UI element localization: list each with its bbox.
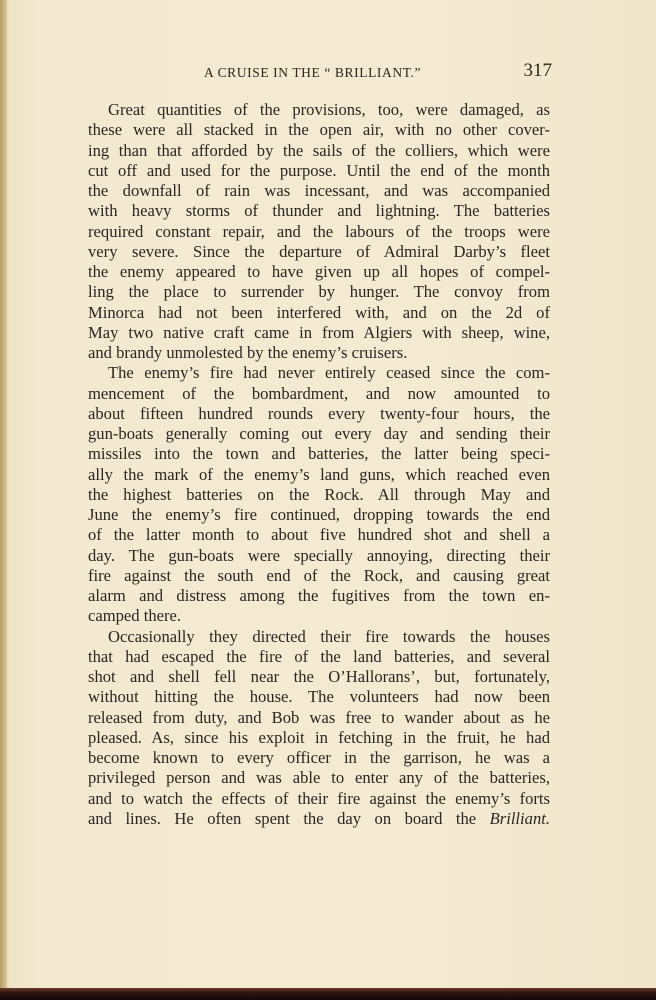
text-line: May two native craft came in from Algiers with sheep, wine, bbox=[88, 322, 550, 342]
ship-name-italic: Brilliant. bbox=[489, 808, 550, 828]
text-line: cut off and used for the purpose. Until the end of the month bbox=[88, 160, 550, 180]
page-gutter-edge bbox=[0, 0, 7, 1000]
text-line: The enemy’s fire had never entirely ceased since the com- bbox=[108, 363, 550, 383]
text-span: and lines. He often spent the day on board the bbox=[88, 808, 490, 828]
text-line: mencement of the bombardment, and now amounted to bbox=[88, 383, 550, 403]
text-line: required constant repair, and the labours of the troops were bbox=[88, 221, 550, 241]
text-line: and brandy unmolested by the enemy’s cruisers. bbox=[88, 343, 408, 362]
text-line: day. The gun-boats were specially annoying, directing their bbox=[88, 545, 550, 565]
text-line: ally the mark of the enemy’s land guns, which reached even bbox=[88, 464, 550, 484]
text-line: the highest batteries on the Rock. All through May and bbox=[88, 484, 550, 504]
text-line: very severe. Since the departure of Admiral Darby’s fleet bbox=[88, 241, 550, 261]
text-line: gun-boats generally coming out every day and sending their bbox=[88, 424, 550, 443]
text-line: these were all stacked in the open air, with no other cover- bbox=[88, 120, 550, 140]
text-line: Great quantities of the provisions, too, were damaged, as bbox=[108, 100, 550, 119]
text-line: ing than that afforded by the sails of the colliers, which were bbox=[88, 140, 550, 160]
text-line: Minorca had not been interfered with, and on the 2d of bbox=[88, 302, 550, 322]
text-line: about fifteen hundred rounds every twenty-four hours, the bbox=[88, 403, 550, 423]
text-line-final bbox=[88, 809, 550, 829]
text-line: shot and shell fell near the O’Hallorans’, but, fortunately, bbox=[88, 667, 550, 686]
running-title: A CRUISE IN THE “ BRILLIANT.” bbox=[204, 65, 422, 80]
text-line: that had escaped the fire of the land batteries, and several bbox=[88, 646, 550, 666]
text-line: alarm and distress among the fugitives from the town en- bbox=[88, 586, 550, 605]
text-line: privileged person and was able to enter any of the batteries, bbox=[88, 768, 550, 788]
running-head bbox=[110, 60, 552, 86]
text-line: fire against the south end of the Rock, and causing great bbox=[88, 565, 550, 585]
text-line: Occasionally they directed their fire towards the houses bbox=[108, 626, 550, 646]
text-line: become known to every officer in the garrison, he was a bbox=[88, 748, 550, 767]
page-number: 317 bbox=[523, 60, 552, 81]
body-text bbox=[88, 100, 550, 829]
page-bottom-edge bbox=[0, 988, 656, 1000]
text-line: of the latter month to about five hundred shot and shell a bbox=[88, 525, 550, 545]
text-line: camped there. bbox=[88, 606, 182, 626]
text-line: the enemy appeared to have given up all hopes of compel- bbox=[88, 262, 550, 281]
text-line: missiles into the town and batteries, the latter being speci- bbox=[88, 444, 550, 464]
text-line: June the enemy’s fire continued, dropping towards the end bbox=[88, 505, 550, 524]
text-line: released from duty, and Bob was free to wander about as he bbox=[88, 707, 550, 727]
text-line: the downfall of rain was incessant, and was accompanied bbox=[88, 181, 550, 200]
text-line: and to watch the effects of their fire against the enemy’s forts bbox=[88, 788, 550, 808]
text-line: pleased. As, since his exploit in fetching in the fruit, he had bbox=[88, 727, 550, 747]
text-line: ling the place to surrender by hunger. The convoy from bbox=[88, 282, 550, 302]
text-line: without hitting the house. The volunteers had now been bbox=[88, 687, 550, 707]
text-line: with heavy storms of thunder and lightning. The batteries bbox=[88, 201, 550, 221]
